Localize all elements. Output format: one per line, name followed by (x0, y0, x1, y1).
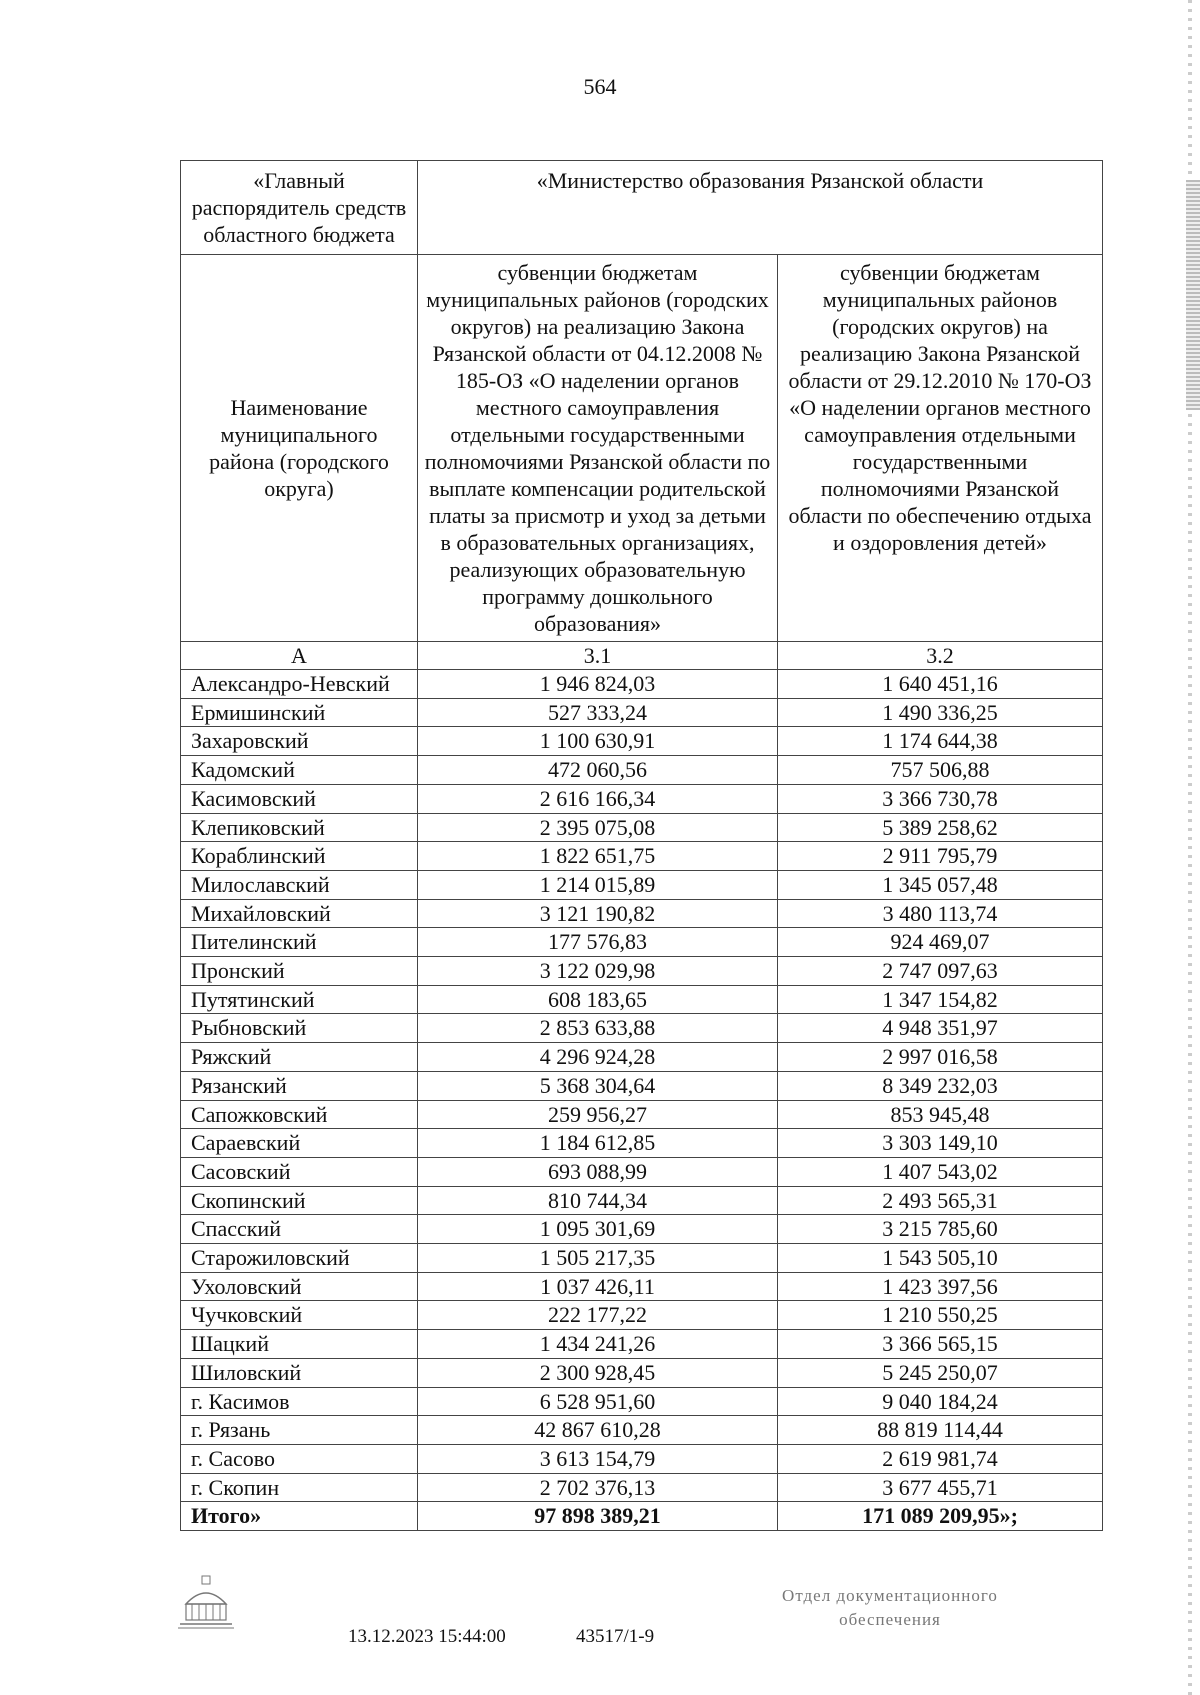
district-name: Старожиловский (181, 1244, 418, 1273)
budget-table (180, 160, 1103, 1531)
table-row (181, 670, 1103, 699)
table-row (181, 1014, 1103, 1043)
column-index-row (181, 642, 1103, 670)
value-3-1: 2 300 928,45 (418, 1358, 778, 1387)
district-name: Александро-Невский (181, 670, 418, 699)
value-3-1: 2 616 166,34 (418, 784, 778, 813)
value-3-2: 757 506,88 (778, 756, 1103, 785)
table-row (181, 1272, 1103, 1301)
district-name: Клепиковский (181, 813, 418, 842)
table-row (181, 957, 1103, 986)
value-3-2: 88 819 114,44 (778, 1416, 1103, 1445)
value-3-2: 3 366 730,78 (778, 784, 1103, 813)
district-name: Сасовский (181, 1157, 418, 1186)
index-3-1: 3.1 (418, 642, 778, 670)
value-3-2: 1 210 550,25 (778, 1301, 1103, 1330)
district-name: Рязанский (181, 1071, 418, 1100)
value-3-1: 1 095 301,69 (418, 1215, 778, 1244)
value-3-2: 1 347 154,82 (778, 985, 1103, 1014)
table-row (181, 1129, 1103, 1158)
table-row (181, 727, 1103, 756)
value-3-1: 2 702 376,13 (418, 1473, 778, 1502)
table-row (181, 813, 1103, 842)
value-3-1: 177 576,83 (418, 928, 778, 957)
footer-date: 13.12.2023 15:44:00 (348, 1626, 506, 1647)
district-name: Шиловский (181, 1358, 418, 1387)
table-row (181, 1358, 1103, 1387)
table-row (181, 1215, 1103, 1244)
table-row (181, 1186, 1103, 1215)
value-3-1: 42 867 610,28 (418, 1416, 778, 1445)
value-3-2: 2 493 565,31 (778, 1186, 1103, 1215)
table-row (181, 928, 1103, 957)
value-3-1: 1 214 015,89 (418, 870, 778, 899)
table-row (181, 1157, 1103, 1186)
district-name: Михайловский (181, 899, 418, 928)
value-3-1: 222 177,22 (418, 1301, 778, 1330)
value-3-1: 259 956,27 (418, 1100, 778, 1129)
value-3-2: 2 997 016,58 (778, 1043, 1103, 1072)
district-name: Кораблинский (181, 842, 418, 871)
district-name: Милославский (181, 870, 418, 899)
table-row (181, 1387, 1103, 1416)
table-row (181, 1444, 1103, 1473)
value-3-2: 924 469,07 (778, 928, 1103, 957)
value-3-2: 1 423 397,56 (778, 1272, 1103, 1301)
value-3-2: 3 303 149,10 (778, 1129, 1103, 1158)
column-3-1-header: субвенции бюджетам муниципальных районов (городских округов) на реализацию Закона Рязанской области от 04.12.2008 № 185-ОЗ «О наделении органов местного самоуправления отдельными государственными полномочиями Рязанской области по выплате компенсации родительской платы за присмотр и уход за детьми в образовательных организациях, реализующих образовательную программу дошкольного образования» (418, 255, 778, 642)
total-3-2: 171 089 209,95»; (778, 1502, 1103, 1531)
scan-bar-artifact (1186, 180, 1200, 410)
value-3-1: 608 183,65 (418, 985, 778, 1014)
value-3-1: 693 088,99 (418, 1157, 778, 1186)
value-3-2: 2 911 795,79 (778, 842, 1103, 871)
value-3-2: 1 490 336,25 (778, 698, 1103, 727)
table-row (181, 870, 1103, 899)
value-3-2: 1 345 057,48 (778, 870, 1103, 899)
footer-doc-number: 43517/1-9 (576, 1626, 655, 1647)
value-3-1: 810 744,34 (418, 1186, 778, 1215)
table-row (181, 1473, 1103, 1502)
value-3-1: 4 296 924,28 (418, 1043, 778, 1072)
value-3-1: 527 333,24 (418, 698, 778, 727)
value-3-1: 2 395 075,08 (418, 813, 778, 842)
value-3-1: 3 121 190,82 (418, 899, 778, 928)
table-row (181, 698, 1103, 727)
district-name: г. Рязань (181, 1416, 418, 1445)
header-row-owner (181, 161, 1103, 255)
table-row (181, 1330, 1103, 1359)
district-name: Путятинский (181, 985, 418, 1014)
value-3-2: 4 948 351,97 (778, 1014, 1103, 1043)
owner-value: «Министерство образования Рязанской области (418, 161, 1103, 255)
value-3-1: 3 122 029,98 (418, 957, 778, 986)
value-3-2: 5 245 250,07 (778, 1358, 1103, 1387)
table-row (181, 842, 1103, 871)
duma-emblem-icon (176, 1574, 236, 1630)
value-3-2: 5 389 258,62 (778, 813, 1103, 842)
value-3-1: 1 184 612,85 (418, 1129, 778, 1158)
district-name: г. Скопин (181, 1473, 418, 1502)
value-3-2: 8 349 232,03 (778, 1071, 1103, 1100)
district-name: Ряжский (181, 1043, 418, 1072)
value-3-2: 3 677 455,71 (778, 1473, 1103, 1502)
district-name: г. Касимов (181, 1387, 418, 1416)
table-row (181, 1244, 1103, 1273)
table-row (181, 756, 1103, 785)
value-3-1: 2 853 633,88 (418, 1014, 778, 1043)
total-3-1: 97 898 389,21 (418, 1502, 778, 1531)
value-3-2: 853 945,48 (778, 1100, 1103, 1129)
value-3-1: 1 100 630,91 (418, 727, 778, 756)
district-name: Спасский (181, 1215, 418, 1244)
district-name: Скопинский (181, 1186, 418, 1215)
district-name: Захаровский (181, 727, 418, 756)
value-3-2: 2 619 981,74 (778, 1444, 1103, 1473)
value-3-1: 1 946 824,03 (418, 670, 778, 699)
value-3-2: 3 366 565,15 (778, 1330, 1103, 1359)
value-3-2: 2 747 097,63 (778, 957, 1103, 986)
value-3-1: 1 037 426,11 (418, 1272, 778, 1301)
district-name: Пронский (181, 957, 418, 986)
value-3-1: 5 368 304,64 (418, 1071, 778, 1100)
district-name: Сараевский (181, 1129, 418, 1158)
page-number: 564 (583, 74, 617, 99)
index-a: А (181, 642, 418, 670)
value-3-1: 472 060,56 (418, 756, 778, 785)
total-row (181, 1502, 1103, 1531)
table-row (181, 1301, 1103, 1330)
district-name: Рыбновский (181, 1014, 418, 1043)
value-3-1: 1 505 217,35 (418, 1244, 778, 1273)
table-row (181, 1043, 1103, 1072)
table-row (181, 899, 1103, 928)
value-3-2: 9 040 184,24 (778, 1387, 1103, 1416)
value-3-2: 1 543 505,10 (778, 1244, 1103, 1273)
table-row (181, 784, 1103, 813)
name-column-header: Наименование муниципального района (городского округа) (181, 255, 418, 642)
district-name: Сапожковский (181, 1100, 418, 1129)
district-name: Кадомский (181, 756, 418, 785)
value-3-2: 1 407 543,02 (778, 1157, 1103, 1186)
value-3-2: 3 480 113,74 (778, 899, 1103, 928)
value-3-1: 6 528 951,60 (418, 1387, 778, 1416)
table-row (181, 985, 1103, 1014)
district-name: г. Сасово (181, 1444, 418, 1473)
district-name: Шацкий (181, 1330, 418, 1359)
total-label: Итого» (181, 1502, 418, 1531)
value-3-2: 1 174 644,38 (778, 727, 1103, 756)
department-stamp: Отдел документационного обеспечения (782, 1586, 998, 1629)
value-3-2: 3 215 785,60 (778, 1215, 1103, 1244)
district-name: Касимовский (181, 784, 418, 813)
table-row (181, 1100, 1103, 1129)
table-row (181, 1071, 1103, 1100)
index-3-2: 3.2 (778, 642, 1103, 670)
value-3-1: 1 822 651,75 (418, 842, 778, 871)
district-name: Ермишинский (181, 698, 418, 727)
district-name: Ухоловский (181, 1272, 418, 1301)
value-3-1: 3 613 154,79 (418, 1444, 778, 1473)
value-3-1: 1 434 241,26 (418, 1330, 778, 1359)
table-row (181, 1416, 1103, 1445)
column-3-2-header: субвенции бюджетам муниципальных районов (городских округов) на реализацию Закона Рязанской области от 29.12.2010 № 170-ОЗ «О наделении органов местного самоуправления отдельными государственными полномочиями Рязанской области по обеспечению отдыха и оздоровления детей» (778, 255, 1103, 642)
district-name: Пителинский (181, 928, 418, 957)
value-3-2: 1 640 451,16 (778, 670, 1103, 699)
district-name: Чучковский (181, 1301, 418, 1330)
owner-label: «Главный распорядитель средств областного бюджета (181, 161, 418, 255)
header-row-columns (181, 255, 1103, 642)
